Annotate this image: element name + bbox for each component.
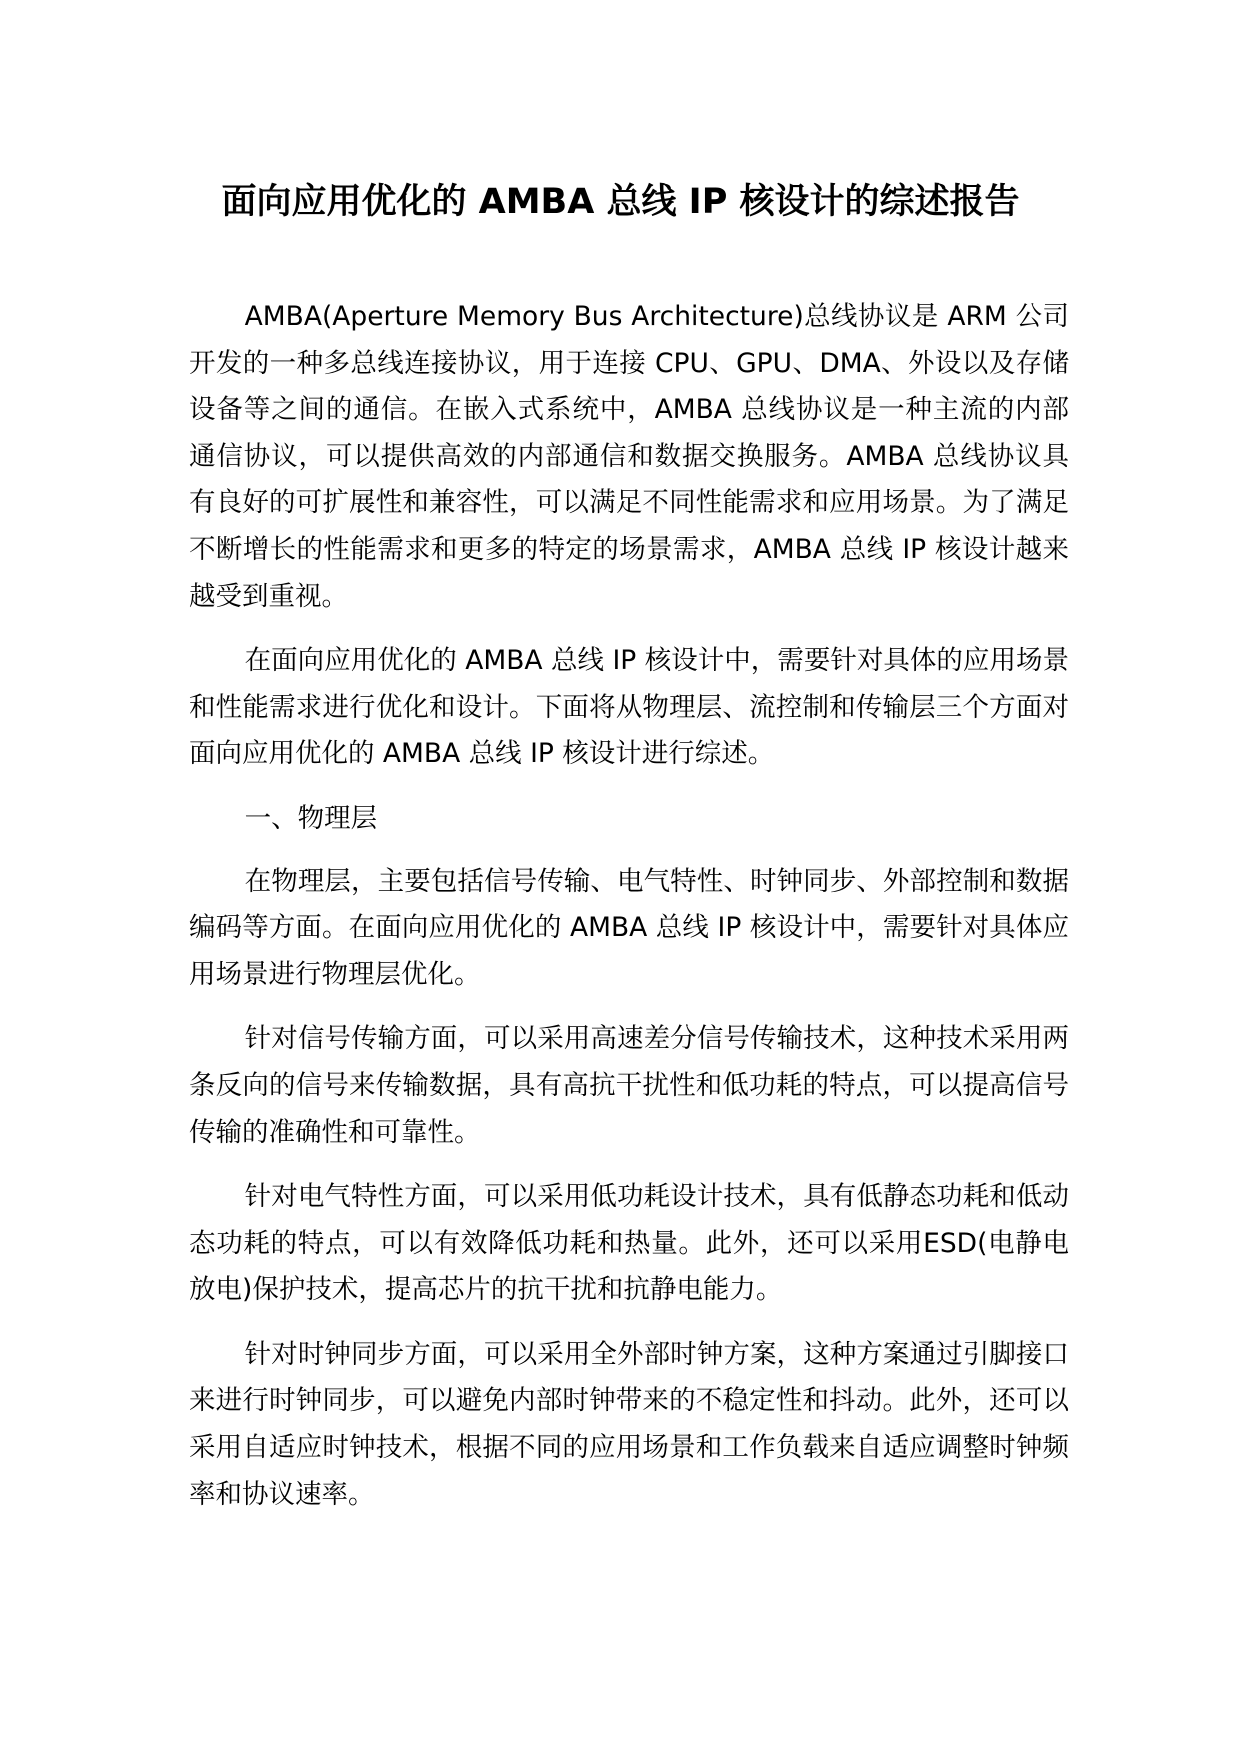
- section-heading-physical-layer: 一、物理层: [244, 802, 378, 834]
- paragraph-signal-transmission: 针对信号传输方面，可以采用高速差分信号传输技术，这种技术采用两条反向的信号来传输数据，具有高抗干扰性和低功耗的特点，可以提高信号传输的准确性和可靠性。: [189, 1023, 1069, 1148]
- paragraph-electrical-characteristics: 针对电气特性方面，可以采用低功耗设计技术，具有低静态功耗和低动态功耗的特点，可以有效降低功耗和热量。此外，还可以采用ESD(电静电放电)保护技术，提高芯片的抗干扰和抗静电能力。: [189, 1181, 1069, 1306]
- page-title: 面向应用优化的 AMBA 总线 IP 核设计的综述报告: [221, 182, 1020, 222]
- paragraph-overview: 在面向应用优化的 AMBA 总线 IP 核设计中，需要针对具体的应用场景和性能需求进行优化和设计。下面将从物理层、流控制和传输层三个方面对面向应用优化的 AMBA 总线 IP 核设计进行综述。: [189, 645, 1069, 770]
- document-body: [189, 294, 1069, 1536]
- paragraph-intro: AMBA(Aperture Memory Bus Architecture)总线协议是 ARM 公司开发的一种多总线连接协议，用于连接 CPU、GPU、DMA、外设以及存储设备等之间的通信。在嵌入式系统中，AMBA 总线协议是一种主流的内部通信协议，可以提供高效的内部通信和数据交换服务。AMBA 总线协议具有良好的可扩展性和兼容性，可以满足不同性能需求和应用场景。为了满足不断增长的性能需求和更多的特定的场景需求，AMBA 总线 IP 核设计越来越受到重视。: [189, 301, 1069, 612]
- paragraph-physical-layer: 在物理层，主要包括信号传输、电气特性、时钟同步、外部控制和数据编码等方面。在面向应用优化的 AMBA 总线 IP 核设计中，需要针对具体应用场景进行物理层优化。: [189, 865, 1069, 990]
- paragraph-clock-sync: 针对时钟同步方面，可以采用全外部时钟方案，这种方案通过引脚接口来进行时钟同步，可以避免内部时钟带来的不稳定性和抖动。此外，还可以采用自适应时钟技术，根据不同的应用场景和工作负载来自适应调整时钟频率和协议速率。: [189, 1338, 1069, 1510]
